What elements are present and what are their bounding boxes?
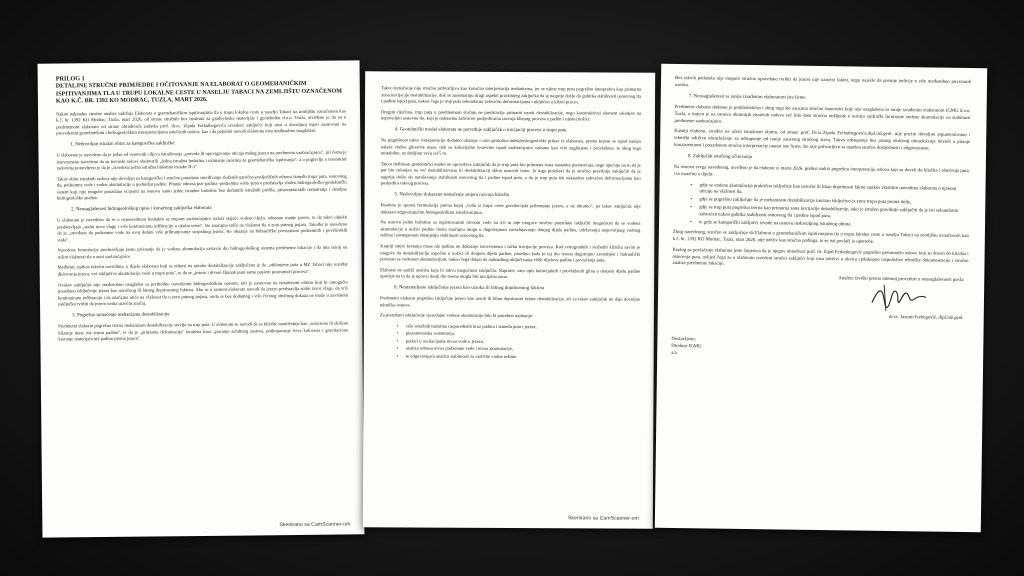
paragraph: Za pouzdano isključenje vjerodajne vodene akumulacije bilo bi potrebno najmanje: (379, 312, 534, 319)
paragraph: Na osnovu svega navedenog, utvrđeno je da elaborat iz marta 2026. godine sadrži pogrešnu interpretaciju uslova koji su doveli do klizišta i oštećenja puta, i to naročito u dijelu: (673, 165, 970, 178)
paragraph: Navedene formulacije predstavljaju jasno priznanje da je vodena akumulacija sastavni dio hidrogeološkog sistema predmetne lokacije i da ima uticaj na režim vlažnosti tla u zoni saobraćajnice. (57, 244, 348, 260)
delivery-archive: a/a (671, 351, 677, 357)
paragraph: Krajnji smjer kretanja mase niz padinu ne dokazuje istovremeno i tačku inicijacije procesa. Kod retrogradnih i složenih klizišta savim je moguće da destabilizacija započne u nožici ili donjem dijelu padine, posebno kada je taj dio terena dugotrajno zavodnjen i hidraulički povezan sa vodenom akumulacijom, nakon čega dolazi do naknadnog uključivanja viših dijelova padine i povlačenja puta. (380, 243, 641, 263)
paragraph: Takav obim istražnih radova nije dovoljan za kategoričko i stručno pouzdano utvrđivanje složenih uzročno-posljedičnih odnosa između trupa puta, osnovnog tla, podzemne vode i vodne akumulacije u podnožju padine. Pitanje odnosa put–padina–podzemna voda–jezero predstavlja složen hidrogeološko-geotehnički sistem koji nije moguće pouzdano ocijeniti na osnovu samo jedne istražne bušotine bez dodatnih istražnih profila, piezometarskih osmatranja i detaljne hidrogeološke analize. (56, 173, 347, 201)
document-page-3 (655, 64, 987, 533)
paragraph: Ovakav zaključak nije međusobno usaglašen sa prethodno navedenim hidrogeološkim opisom, niti je zasnovan na istraženom obimu koji bi omogućio pouzdano isključenje jezera kao uzročnog ili bitnog doprinosnog faktora. Ako se u samom elaboratu navodi da jezero predstavlja stalni izvor vlage, da vrši kontinuiranu infiltraciju i da značajno utiče na vlažnost tla u zoni putnog pojasa, onda se bez dodatnog i vrlo čvrstog stručnog dokaza ne može u završnom zaključku tvrditi da jezero nema uzročni značaj. (57, 278, 348, 307)
paragraph: Međutim, uprkos takvim navodima, u dijelu elaborata koji se odnosi na uzroke destabilizacije zaključeno je da „otklonjene puta u MZ Tabaci nije rezultat djelovanja jezera, već isključivo akumulacije vode u trupu puta", te da se „jezero i drveni šljunak puni samo pasivni posmatrači procesa". (57, 261, 348, 277)
paragraph: Razlog za povlačenje elaborata jeste činjenica da je njegov obrađivač prof. dr. Zijad Ferhatbegović pogrešno protumačio uslove koji su doveli do klizišta i oštećenja puta, uslijed čega su u elaboratu izvedeni stručni zaključci koji nisu održivi u okviru cjelokupno raspoložive tehničke dokumentacije i stručne analize predmetne lokacije. (672, 247, 969, 267)
paragraph: Takvo tumačenje nije stručno prihvatljivo kao konačna interpretacija mehanizma, jer se njime trup puta pogrešno interpretira kao primarna zona inicijacije destabilizacije, dok se zanemaruju drugi aspekti pravilnijeg zaključka da je najprije došlo do gubitka stabilnosti osnovnog tla i padine ispod puta, nakon čega je trup puta sekundarno zahvaćen deformacijama i uključen u klizni proces. (381, 85, 642, 105)
paragraph: U elaboratu je navedeno da je jedan od osnovnih ciljeva istraživanja „potvrda ili opovrgavanje uticaja malog jezera na predmetnu saobraćajnicu", pri čemu je istovremeno navedeno da su terenski radovi obuhvatili „jedna istražna bušotina i uzimanje uzoraka za geomehanička ispitivanja", a u poglavlju o terenskim radovima ponovljeno je da je „izvedena jedna istražna bušotina oznake B-1". (56, 149, 347, 171)
section-heading-8: 8. Zaključak stručnog očitovanja (687, 154, 753, 161)
scanner-watermark: Skenirano sa CamScanner-om (567, 515, 639, 522)
document-title: DETALJNE STRUČNE PRIMJEDBE I OČITOVANJE NA ELABORAT O GEOMEHANIČKIM ISPITIVANJIMA TLA U TRUPU LOKALNE CESTE U NASELJU TABACI NA ZEMLJIŠTU OZNAČENOM KAO K.Č. BR. 1392 KO MODRAC, TUZLA, MART 2026. (55, 80, 342, 105)
paragraph: Elaborat ne sadrži analizu koja bi takvu mogućnost isključila. Naprotiv, sam opis koluvijalnih i provlaženih glina u donjem dijelu padine upućuje na to da je upravo donji dio terena mogla biti inicijalna zona. (380, 266, 641, 280)
paragraph: U elaboratu je navedeno da se u neposrednom kontaktu sa trupom saobraćajnice nalazi stajaće vodeno tijelo, odnosno manje jezero, te da takvi objekti predstavljaju „stalni izvor vlage i vrše kontinuiranu infiltraciju u okolni teren", što značajno utiče na vlažnost tla u zoni putnog pojasa. Također je navedeno da je „utvrđeno da podzemne vode na ovoj dubini vrše prihranjivanje susjednog jezera, što ukazuje na hidrauličku povezanost podzemnih i površinskih voda". (57, 214, 348, 243)
list-item: • te odgovarajuća analiza stabilnosti za različite vodne režime. (406, 353, 640, 361)
delivery-label: Dostavljeno: (671, 336, 696, 343)
paragraph: Na pogrešnost takve interpretacije dodatno ukazuje i sam geološko-inženjerskogeološki prikaz iz elaborata, prema kojem se ispod nasipa nalaze vlažne glinovite mase, dok su koluvijalne tvorevine ispod saobraćajnice opisane kao vrlo zaglinjene i provlažene, te zbog toga nestabilne, uz debljinu veću od 5 m. (380, 137, 641, 156)
section-heading-4: 4. Geotehnički model elaborata ne potvrđuje zaključak o inicijaciji procesa u trupu puta (394, 126, 567, 133)
signatory-name: dr.sc. Jasmin Ivebegović, dipl.inž.geol. (888, 314, 964, 322)
requirements-list (380, 323, 640, 361)
list-item: • gdje se vodena akumulacija praktično isključuje kao uzročni ili bitan doprinosni faktor uprkos vlastitim navodima elaborata o njenom uticaju na vlažnost tla, (699, 183, 969, 200)
intro-paragraph: Nakon naknadne stručne analize sadržaja Elaborata o geomehaničkim ispitivanjima tla u trupu lokalne ceste u naselju Tabaci na zemljištu označenom kao k.č. br. 1392 KO Modrac, Tuzla, mart 2026, od strane stručnih lica Instituta za građevinske materijale i geotehniku d.o.o. Tuzla, utvrđeno je da su u predmetnom elaboratu od strane obrađivača zadatka prof. dr.sc. Zijada Ferhatbegovića izvedeni zaključci koji nisu u dovoljnoj mjeri zasnovani na provedenim geotehničkim i hidrogeološkim interpretacijama zatečenih uslova, kao i da pojedini navodi elaborata nisu međusobno usaglašeni. (56, 107, 347, 136)
list-item: • te gdje se kategorički zaključci izvode na osnovu nedovoljnog istražnog obima. (699, 220, 969, 231)
section-heading-3: 3. Pogrešno tumačenje mehanizma destabilizacije (72, 311, 170, 318)
paragraph: Bez takvih podataka nije moguće stručno opravdano tvrditi da jezero nije uzročni faktor, nego najviše da postoje indicije o više međusobno povezanih uzroka. (674, 75, 972, 88)
delivery-recipient: Direktor IGMG (671, 344, 702, 350)
conclusion-list (673, 182, 970, 230)
attachment-label: PRILOG 1 (55, 75, 85, 83)
paragraph: Kasniji elaborat, izrađen na užem istražnom obimu, od strane prof. Dr.sc.Zijada Ferhatbegovića,dipl.inž.geol. nije pružio dovoljno argumentovano i tehnički održivo obrazloženje za odstupanje od ranije zauzetog stručnog stava. Takvo odstupanje bez jasnog stručnog obrazloženja dovodi u pitanje konzistentnost i pouzdanost stručne interpretacije unutar iste firme, što nije prihvatljivo sa aspekta stručne dosljednosti i odgovornosti. (674, 129, 971, 152)
handwritten-signature (868, 281, 928, 316)
paragraph: Posebno je sporna formulacija prema kojoj „voda iz trupa ceste gravitacijski prihranjuje jezero, a ne obratno", jer takav zaključak nije dokazan odgovarajućim hidrogeološkim istraživanjima. (380, 202, 641, 215)
section-heading-2: 2. Neusaglašenost hidrogeološkog opisa i konačnog zaključka elaborata (71, 205, 212, 213)
section-heading-5: 5. Nedovoljno dokazano tumačenje smjera razvoja klizišta (394, 192, 510, 198)
paragraph: Drugim riječima, trup puta u predmetnom slučaju ne predstavlja primarni uzrok destabilizacije, nego konstruktivni element oslonjen na nepovoljno osnovno tlo, koji je naknadno zahvaćen posljedicama razvoja kliznog procesa u padini i njenoj nožici. (380, 108, 641, 122)
list-item: • gdje se trup puta pogrešno tretira kao primarna zona inicijacije destabilizacije, iako je stručno pravilnije zaključiti da je isti sekundarno zahvaćen nakon gubitka stabilnosti osnovnog tla i padine ispod puta, (699, 205, 969, 222)
paragraph: Zbog navedenog, stručno se zaključuje da Elaborat o geomehaničkim ispitivanjima tla u trupu lokalne ceste u naselju Tabaci na zemljištu označenom kao k.č. br. 1392 KO Modrac, Tuzla, mart 2026, nije održiv kao stručna podloga, te se isti povlači iz upotrebe. (672, 230, 969, 245)
paragraph: Predmetni elaborat dodatno je problematičan i zbog toga što zauzima stručno stanovište koje nije usaglašeno sa ranije izrađenim elaboratom IGMG d.o.o. Tuzla, u kojem je na osnovu obimnijih istražnih radova već bilo dato stručno mišljenje o uticaju vještački formirane vodene akumulacije na stabilnost predmetne saobraćajnice. (674, 105, 971, 125)
list-item: • gdje se pogrešno zaključuje da je mehanizam destabilizacije iniciran isključivo iz zone trupa puta prema dolje, (699, 197, 969, 208)
paragraph: Predmetni elaborat pogrešno tretira mehanizam destabilizacije stavlja na trup puta. U elaboratu se navodi da se klizište manifestuje kao „rotaciono ili složeno klizanje mase niz strmu padinu", te da je „primarna deformacija" izražena kroz „pucanje asfaltnog zastora, potkopavanje ivice kolovoza i gravitaciono kretanje materijala niz padinu prema jezeru". (58, 320, 349, 342)
paragraph: Na osnovu jedne bušotine sa registrovanim nivoom vode na 3,0 m nije moguće stručno pouzdano isključiti mogućnost da se vodena akumulacija u nožici padine imala značajnu ulogu u dugotrajnom zavodnjavanju donjeg dijela padine, održavanju nepovoljnog vodnog režima i postepenom smanjenju stabilnosti osnovnog tla. (380, 219, 641, 239)
document-page-2 (363, 71, 655, 529)
paragraph: Predmetni elaborat pogrešno isključuje jezero kao uzrok ili bitan doprinosni faktor destabilizacije, ali za takav zaključak ne daje dovoljne tehničke osnove. (379, 295, 641, 308)
list-item: • više istražnih bušotina raspoređenih kroz padinu i između puta i jezera, (406, 323, 640, 331)
paragraph: Takvo definisan geotehnički model ne opravdava zaključak da je trup puta bio primarna zona nastanka poremećaja, nego upućuje na to da je put bio oslonjen na već destabilizovanu ili destabilizaciji sklon osnovni teren. Iz toga proizlazi da je stručno pravilnije zaključiti da je najprije došlo do narušavanja stabilnosti osnovnog tla i padine ispod puta, a da je trup puta tek naknadno zahvaćen deformacijama kao posljedica takvog procesa. (380, 161, 641, 186)
list-item: • analiza odnosa nivoa podzemne vode i nivoa akumulacije, (406, 346, 640, 354)
list-item: • piezometarska osmatranja, (406, 331, 640, 339)
document-page-1 (38, 60, 365, 537)
section-heading-7: 7. Neusaglašenost sa ranije izrađenim elaboratom iste firme (688, 94, 806, 102)
section-heading-1: 1. Nedovoljan istražni obim za kategorička zaključke (70, 140, 175, 147)
signature-block (671, 274, 968, 338)
signature-intro: Analizu izvršio prema internoj proceduri o neusaglašenosti posla: (838, 276, 965, 284)
delivery-block (671, 336, 967, 362)
scanner-watermark: Skenirano sa CamScanner-om (279, 521, 351, 529)
list-item: • podaci o oscilacijama nivoa vode u jezeru, (406, 338, 640, 346)
section-heading-6: 6. Neutemeljeno isključenje jezera kao uzroka ili bitnog doprinosnog faktora (394, 284, 545, 291)
